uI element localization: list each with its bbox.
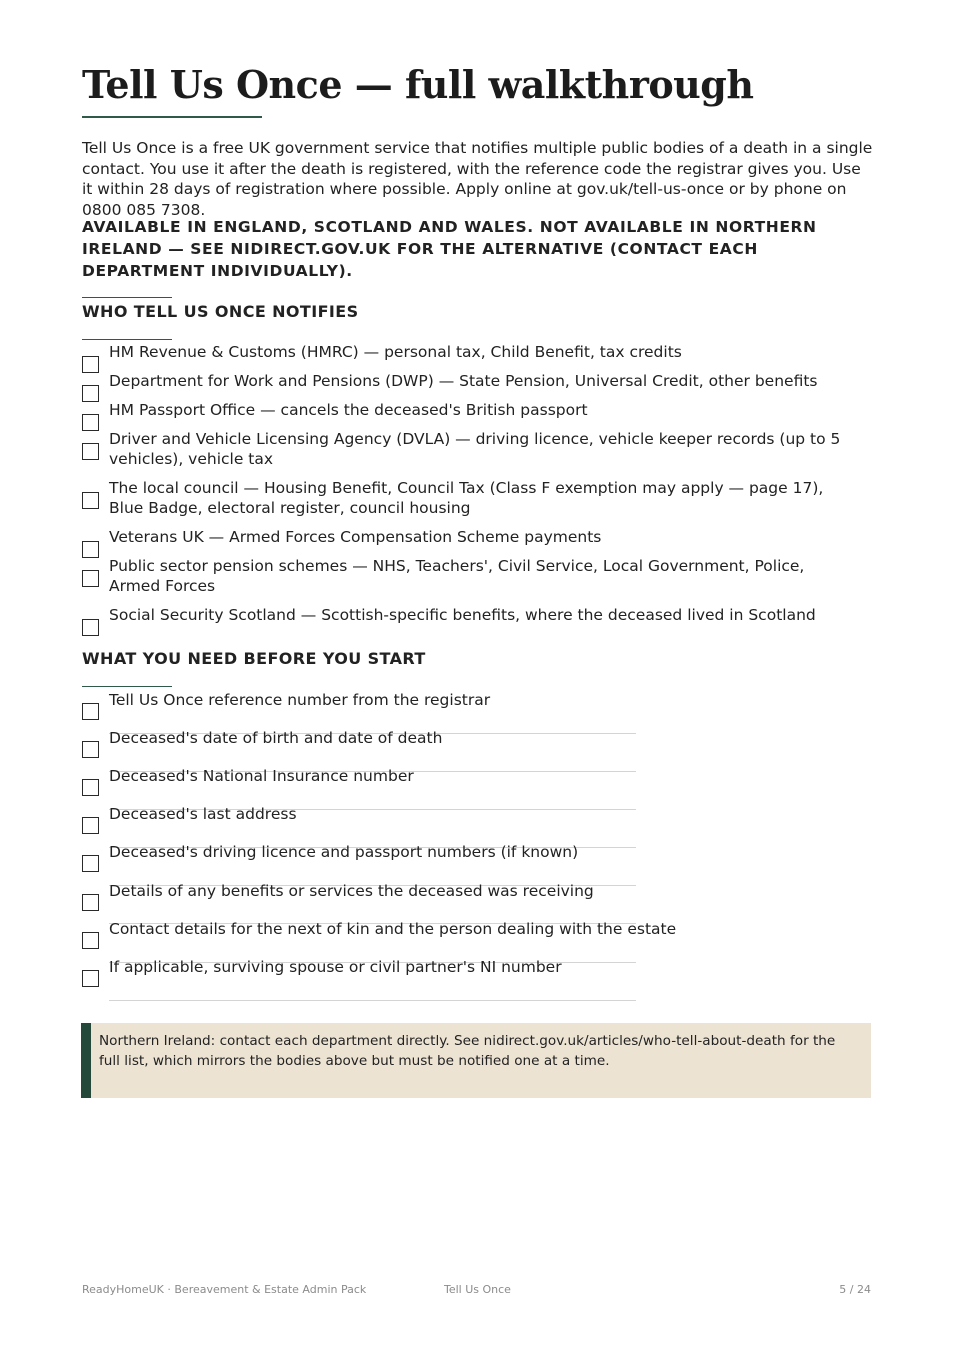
checkbox[interactable]	[82, 356, 99, 373]
checkbox[interactable]	[82, 492, 99, 509]
page-number: 5 / 24	[839, 1283, 871, 1296]
item-label: Deceased's National Insurance number	[109, 767, 414, 785]
checkbox[interactable]	[82, 619, 99, 636]
notifies-heading: WHO TELL US ONCE NOTIFIES	[82, 302, 359, 321]
section-rule-bottom	[82, 686, 172, 687]
write-in-line	[109, 1000, 636, 1001]
checkbox[interactable]	[82, 443, 99, 460]
northern-ireland-callout	[81, 1023, 871, 1098]
item-label: Department for Work and Pensions (DWP) — State Pension, Universal Credit, other benefits	[109, 372, 818, 390]
item-label: Driver and Vehicle Licensing Agency (DVLA) — driving licence, vehicle keeper records (up to 5 vehicles), vehicle tax	[109, 430, 841, 468]
checkbox[interactable]	[82, 570, 99, 587]
item-label: Veterans UK — Armed Forces Compensation Scheme payments	[109, 528, 602, 546]
callout-text: Northern Ireland: contact each department directly. See nidirect.gov.uk/articles/who-tell-about-death for the full list, which mirrors the bodies above but must be notified one at a time.	[99, 1033, 836, 1069]
checkbox[interactable]	[82, 741, 99, 758]
checkbox[interactable]	[82, 894, 99, 911]
intro-paragraph: Tell Us Once is a free UK government service that notifies multiple public bodies of a death in a single contact. You use it after the death is registered, with the reference code the registrar gives you. Use it within 28 days of registration where possible. Apply online at gov.uk/tell-us-once or by phone on 0800 085 7308.	[82, 139, 873, 219]
page-title: Tell Us Once — full walkthrough	[82, 62, 754, 107]
item-label: Deceased's date of birth and date of death	[109, 729, 443, 747]
item-label: Details of any benefits or services the deceased was receiving	[109, 882, 594, 900]
item-label: HM Revenue & Customs (HMRC) — personal tax, Child Benefit, tax credits	[109, 343, 682, 361]
item-label: Contact details for the next of kin and the person dealing with the estate	[109, 920, 677, 938]
availability-notice: AVAILABLE IN ENGLAND, SCOTLAND AND WALES. NOT AVAILABLE IN NORTHERN IRELAND — SEE NIDIRECT.GOV.UK FOR THE ALTERNATIVE (CONTACT EACH DEPARTMENT INDIVIDUALLY).	[82, 218, 817, 280]
checkbox[interactable]	[82, 414, 99, 431]
item-label: Public sector pension schemes — NHS, Teachers', Civil Service, Local Government, Police, Armed Forces	[109, 557, 805, 595]
footer-publisher: ReadyHomeUK · Bereavement & Estate Admin Pack	[82, 1283, 367, 1296]
checkbox[interactable]	[82, 817, 99, 834]
item-label: Deceased's last address	[109, 805, 297, 823]
item-label: HM Passport Office — cancels the deceased's British passport	[109, 401, 588, 419]
footer-section: Tell Us Once	[444, 1283, 511, 1296]
checkbox[interactable]	[82, 541, 99, 558]
section-rule-bottom	[82, 339, 172, 340]
checkbox[interactable]	[82, 970, 99, 987]
checkbox[interactable]	[82, 855, 99, 872]
item-label: Tell Us Once reference number from the registrar	[109, 691, 491, 709]
item-label: Deceased's driving licence and passport numbers (if known)	[109, 843, 579, 861]
title-underline	[82, 116, 262, 118]
item-label: The local council — Housing Benefit, Council Tax (Class F exemption may apply — page 17), Blue Badge, electoral register, council housing	[109, 479, 824, 517]
need-heading: WHAT YOU NEED BEFORE YOU START	[82, 649, 426, 668]
section-rule-top	[82, 297, 172, 298]
item-label: Social Security Scotland — Scottish-specific benefits, where the deceased lived in Scotland	[109, 606, 816, 624]
item-label: If applicable, surviving spouse or civil partner's NI number	[109, 958, 562, 976]
checkbox[interactable]	[82, 932, 99, 949]
checkbox[interactable]	[82, 385, 99, 402]
checkbox[interactable]	[82, 779, 99, 796]
checkbox[interactable]	[82, 703, 99, 720]
